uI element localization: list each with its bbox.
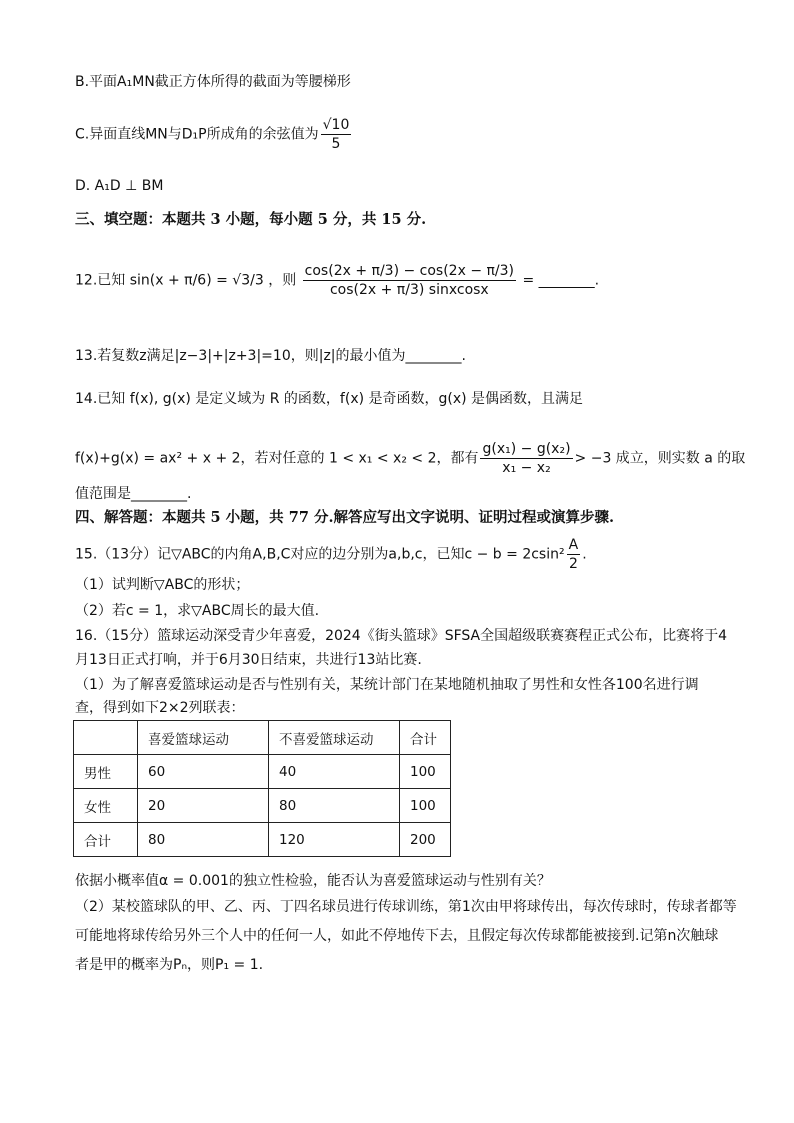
q16-part2-line1: （2）某校篮球队的甲、乙、丙、丁四名球员进行传球训练，第1次由甲将球传出，每次传球时，传球者都等 bbox=[75, 899, 737, 915]
contingency-table bbox=[73, 720, 451, 857]
q11-option-c-fraction bbox=[321, 116, 352, 153]
q16-intro-line1: 16.（15分）篮球运动深受青少年喜爱，2024《街头篮球》SFSA全国超级联赛赛程正式公布，比赛将于4 bbox=[75, 628, 728, 644]
q11-option-c-denominator: 5 bbox=[331, 136, 341, 152]
q11-option-b: B.平面A₁MN截正方体所得的截面为等腰梯形 bbox=[75, 74, 351, 90]
table-row bbox=[74, 789, 451, 823]
q16-intro-line2: 月13日正式打响，并于6月30日结束，共进行13站比赛. bbox=[75, 652, 422, 668]
q11-option-c bbox=[75, 116, 734, 153]
table-cell: 女性 bbox=[74, 789, 138, 823]
table-cell: 80 bbox=[138, 823, 269, 857]
section3-heading: 三、填空题：本题共 3 小题，每小题 5 分，共 15 分. bbox=[75, 211, 427, 228]
table-row bbox=[74, 823, 451, 857]
q12-suffix: = ________. bbox=[522, 272, 600, 289]
table-cell: 80 bbox=[269, 789, 400, 823]
q14-fraction-denominator: x₁ − x₂ bbox=[502, 460, 551, 476]
q15-fraction-denominator: 2 bbox=[568, 556, 578, 572]
table-cell: 100 bbox=[400, 755, 451, 789]
q14-line1: 14.已知 f(x), g(x) 是定义域为 R 的函数，f(x) 是奇函数，g(x) 是偶函数，且满足 bbox=[75, 391, 584, 407]
q14-fraction bbox=[480, 440, 572, 477]
table-row bbox=[74, 755, 451, 789]
q12-numerator: cos(2x + π/3) − cos(2x − π/3) bbox=[304, 263, 515, 279]
table-cell: 200 bbox=[400, 823, 451, 857]
q14-line2 bbox=[75, 440, 746, 477]
q14-fraction-numerator: g(x₁) − g(x₂) bbox=[482, 441, 571, 457]
q11-option-c-numerator: √10 bbox=[322, 117, 350, 133]
q12 bbox=[75, 262, 734, 299]
q12-fraction bbox=[303, 262, 516, 299]
table-cell: 20 bbox=[138, 789, 269, 823]
table-cell: 60 bbox=[138, 755, 269, 789]
q15-intro-text: 15.（13分）记▽ABC的内角A,B,C对应的边分别为a,b,c，已知c − b = 2csin² bbox=[75, 546, 565, 563]
q14-equation: f(x)+g(x) = ax² + x + 2，若对任意的 1 < x₁ < x₂ < 2，都有 bbox=[75, 450, 479, 467]
q16-part2-line3: 者是甲的概率为Pₙ，则P₁ = 1. bbox=[75, 957, 264, 973]
table-header-cell: 不喜爱篮球运动 bbox=[269, 721, 400, 755]
q12-denominator: cos(2x + π/3) sinxcosx bbox=[329, 282, 489, 298]
q12-condition: sin(x + π/6) = √3/3 bbox=[129, 272, 264, 289]
q14-condition-end: > −3 成立，则实数 a 的取 bbox=[574, 450, 746, 467]
q14-line3: 值范围是________. bbox=[75, 486, 192, 502]
section4-heading: 四、解答题：本题共 5 小题，共 77 分.解答应写出文字说明、证明过程或演算步骤. bbox=[75, 509, 615, 526]
q12-prefix: 12.已知 bbox=[75, 272, 126, 289]
q15-part1: （1）试判断▽ABC的形状； bbox=[75, 577, 250, 593]
q16-part2-line2: 可能地将球传给另外三个人中的任何一人，如此不停地传下去，且假定每次传球都能被接到.记第n次触球 bbox=[75, 928, 719, 944]
q15-part2: （2）若c = 1，求▽ABC周长的最大值. bbox=[75, 603, 320, 619]
q16-part1-line1: （1）为了解喜爱篮球运动是否与性别有关，某统计部门在某地随机抽取了男性和女性各100名进行调 bbox=[75, 677, 699, 693]
table-header-row bbox=[74, 721, 451, 755]
q12-mid: ，则 bbox=[268, 272, 297, 289]
q13: 13.若复数z满足|z−3|+|z+3|=10，则|z|的最小值为________. bbox=[75, 348, 466, 364]
table-header-cell: 喜爱篮球运动 bbox=[138, 721, 269, 755]
table-cell: 男性 bbox=[74, 755, 138, 789]
table-cell: 120 bbox=[269, 823, 400, 857]
q15-fraction bbox=[567, 536, 581, 573]
q15-intro: 15.（13分）记▽ABC的内角A,B,C对应的边分别为a,b,c，已知c − b = 2csin² $\frac{A}{2}$ . bbox=[75, 537, 587, 572]
q16-part1-line2: 查，得到如下2×2列联表： bbox=[75, 700, 245, 716]
table-cell: 40 bbox=[269, 755, 400, 789]
q15-fraction-numerator: A bbox=[568, 537, 579, 553]
table-header-cell bbox=[74, 721, 138, 755]
q11-option-d: D. A₁D ⊥ BM bbox=[75, 178, 164, 194]
table-cell: 合计 bbox=[74, 823, 138, 857]
q11-option-c-text: C.异面直线MN与D₁P所成角的余弦值为 bbox=[75, 126, 319, 143]
table-header-cell: 合计 bbox=[400, 721, 451, 755]
table-cell: 100 bbox=[400, 789, 451, 823]
q16-after-table: 依据小概率值α = 0.001的独立性检验，能否认为喜爱篮球运动与性别有关？ bbox=[75, 873, 551, 889]
